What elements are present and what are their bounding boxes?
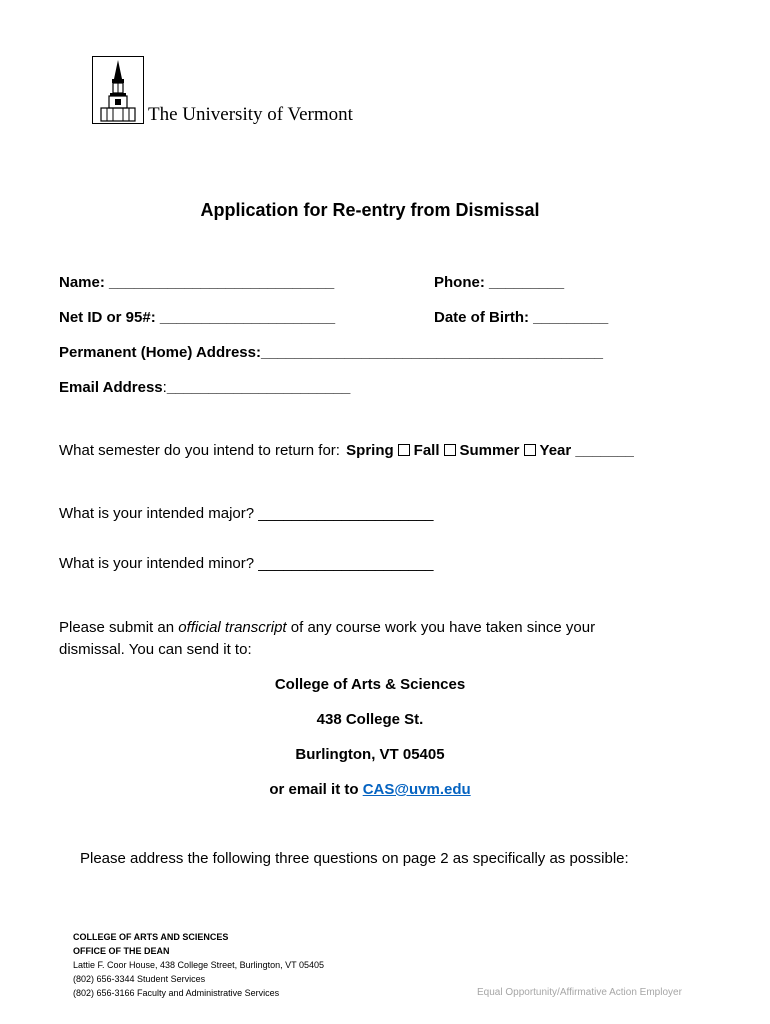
fall-checkbox[interactable] — [444, 444, 456, 456]
footer-address: Lattie F. Coor House, 438 College Street, Burlington, VT 05405 — [73, 960, 324, 970]
email-instruction — [0, 781, 740, 798]
email-label: Email Address — [59, 379, 163, 396]
spring-label: Spring — [346, 442, 394, 459]
footer-college: COLLEGE OF ARTS AND SCIENCES — [73, 932, 229, 942]
semester-question: What semester do you intend to return for: — [59, 442, 340, 459]
transcript-after: of any course work you have taken since your — [286, 619, 596, 636]
questions-note: Please address the following three questions on page 2 as specifically as possible: — [80, 850, 629, 867]
summer-checkbox[interactable] — [524, 444, 536, 456]
footer-phone-students: (802) 656-3344 Student Services — [73, 974, 206, 984]
footer-contact — [73, 930, 324, 1000]
email-prefix: or email it to — [269, 781, 363, 798]
dob-field[interactable]: Date of Birth: _________ — [434, 309, 609, 326]
address-line-2: 438 College St. — [316, 711, 424, 728]
transcript-before: Please submit an — [59, 619, 179, 636]
cas-email-link[interactable]: CAS@uvm.edu — [362, 781, 471, 798]
semester-row — [59, 442, 634, 459]
minor-question[interactable]: What is your intended minor? _____________________ — [59, 555, 434, 572]
address-line-3: Burlington, VT 05405 — [295, 746, 445, 763]
footer-office: OFFICE OF THE DEAN — [73, 946, 170, 956]
email-line[interactable]: ______________________ — [166, 379, 351, 396]
summer-label: Summer — [459, 442, 520, 459]
name-field[interactable]: Name: ___________________________ — [59, 274, 335, 291]
transcript-italic: official transcript — [178, 619, 287, 636]
address-line-1: College of Arts & Sciences — [274, 676, 466, 693]
address-field[interactable]: Permanent (Home) Address:_________________________________________ — [59, 344, 604, 361]
email-colon: : — [162, 379, 167, 396]
fall-label: Fall — [413, 442, 440, 459]
major-question[interactable]: What is your intended major? _____________________ — [59, 505, 434, 522]
phone-field[interactable]: Phone: _________ — [434, 274, 565, 291]
transcript-line-1 — [59, 619, 595, 636]
university-logo — [92, 56, 144, 124]
transcript-line-2: dismissal. You can send it to: — [59, 641, 252, 658]
page-title: Application for Re-entry from Dismissal — [200, 200, 540, 220]
logo-wordmark: The University of Vermont — [148, 104, 353, 125]
tower-icon — [93, 57, 143, 123]
footer-phone-faculty: (802) 656-3166 Faculty and Administrative Services — [73, 988, 280, 998]
email-field[interactable] — [59, 379, 350, 396]
netid-field[interactable]: Net ID or 95#: _____________________ — [59, 309, 336, 326]
year-field[interactable]: Year _______ — [539, 442, 634, 459]
eoe-statement: Equal Opportunity/Affirmative Action Employer — [477, 987, 682, 998]
spring-checkbox[interactable] — [398, 444, 410, 456]
